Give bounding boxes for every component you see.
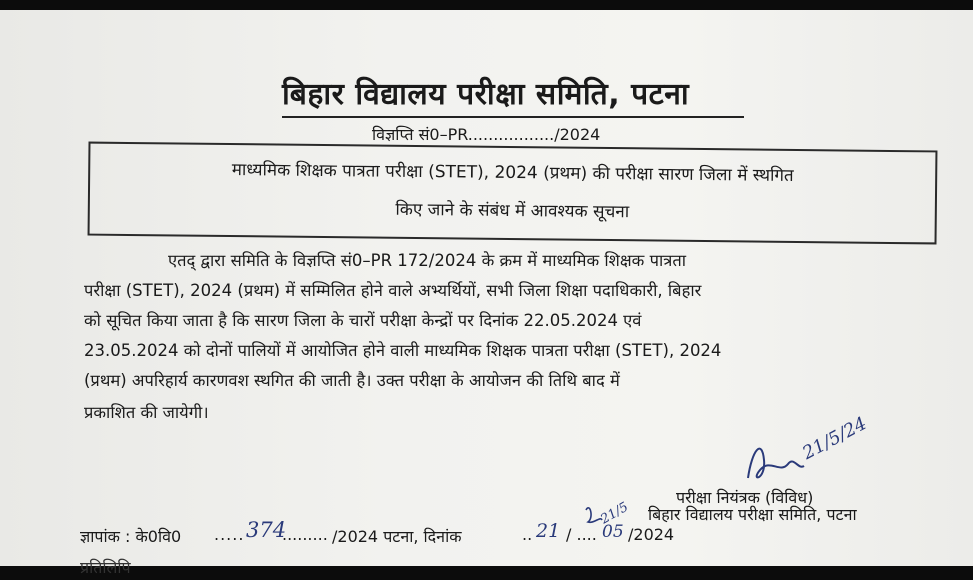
body-line-5: (प्रथम) अपरिहार्य कारणवश स्थगित की जाती है। उक्त परीक्षा के आयोजन की तिथि बाद में	[84, 371, 620, 390]
memo-dots-3: ..	[522, 525, 533, 544]
memo-number: 374	[246, 518, 287, 542]
body-line-6: प्रकाशित की जायेगी।	[84, 403, 209, 422]
title-underline	[282, 116, 744, 118]
body-line-3: को सूचित किया जाता है कि सारण जिला के चारों परीक्षा केन्द्रों पर दिनांक 22.05.2024 एवं	[84, 311, 642, 330]
copy-line-partial: प्रतिलिपि	[80, 558, 131, 577]
footer-organization: बिहार विद्यालय परीक्षा समिति, पटना	[648, 505, 857, 524]
memo-date-year: /2024	[628, 525, 675, 544]
memo-day: 21	[536, 520, 561, 542]
signature-date: 21/5/24	[799, 412, 871, 465]
notification-number: विज्ञप्ति सं0–PR................./2024	[372, 125, 601, 144]
memo-month: 05	[602, 522, 624, 542]
signatory-title: परीक्षा नियंत्रक (विविध)	[676, 488, 814, 507]
body-line-1: एतद् द्वारा समिति के विज्ञप्ति सं0–PR 172/2024 के क्रम में माध्यमिक शिक्षक पात्रता	[168, 251, 687, 270]
memo-label: ज्ञापांक : के0वि0	[80, 527, 182, 546]
subject-line-2: किए जाने के संबंध में आवश्यक सूचना	[395, 199, 630, 223]
memo-year-place: /2024 पटना, दिनांक	[332, 527, 462, 546]
memo-dots-1: .....	[214, 525, 245, 544]
subject-box	[88, 142, 938, 245]
body-line-4: 23.05.2024 को दोनों पालियों में आयोजित होने वाली माध्यमिक शिक्षक पात्रता परीक्षा (STET), 2024	[84, 341, 722, 360]
subject-line-1: माध्यमिक शिक्षक पात्रता परीक्षा (STET), 2024 (प्रथम) की परीक्षा सारण जिला में स्थगित	[231, 160, 794, 186]
body-line-2: परीक्षा (STET), 2024 (प्रथम) में सम्मिलित होने वाले अभ्यर्थियों, सभी जिला शिक्षा पदाधिकारी, बिहार	[84, 281, 702, 300]
notice-document	[0, 10, 973, 577]
organization-title: बिहार विद्यालय परीक्षा समिति, पटना	[282, 77, 690, 112]
initials-date: 21/5	[598, 499, 631, 528]
memo-separator: / ....	[566, 525, 597, 544]
memo-dots-2: .........	[282, 525, 328, 544]
